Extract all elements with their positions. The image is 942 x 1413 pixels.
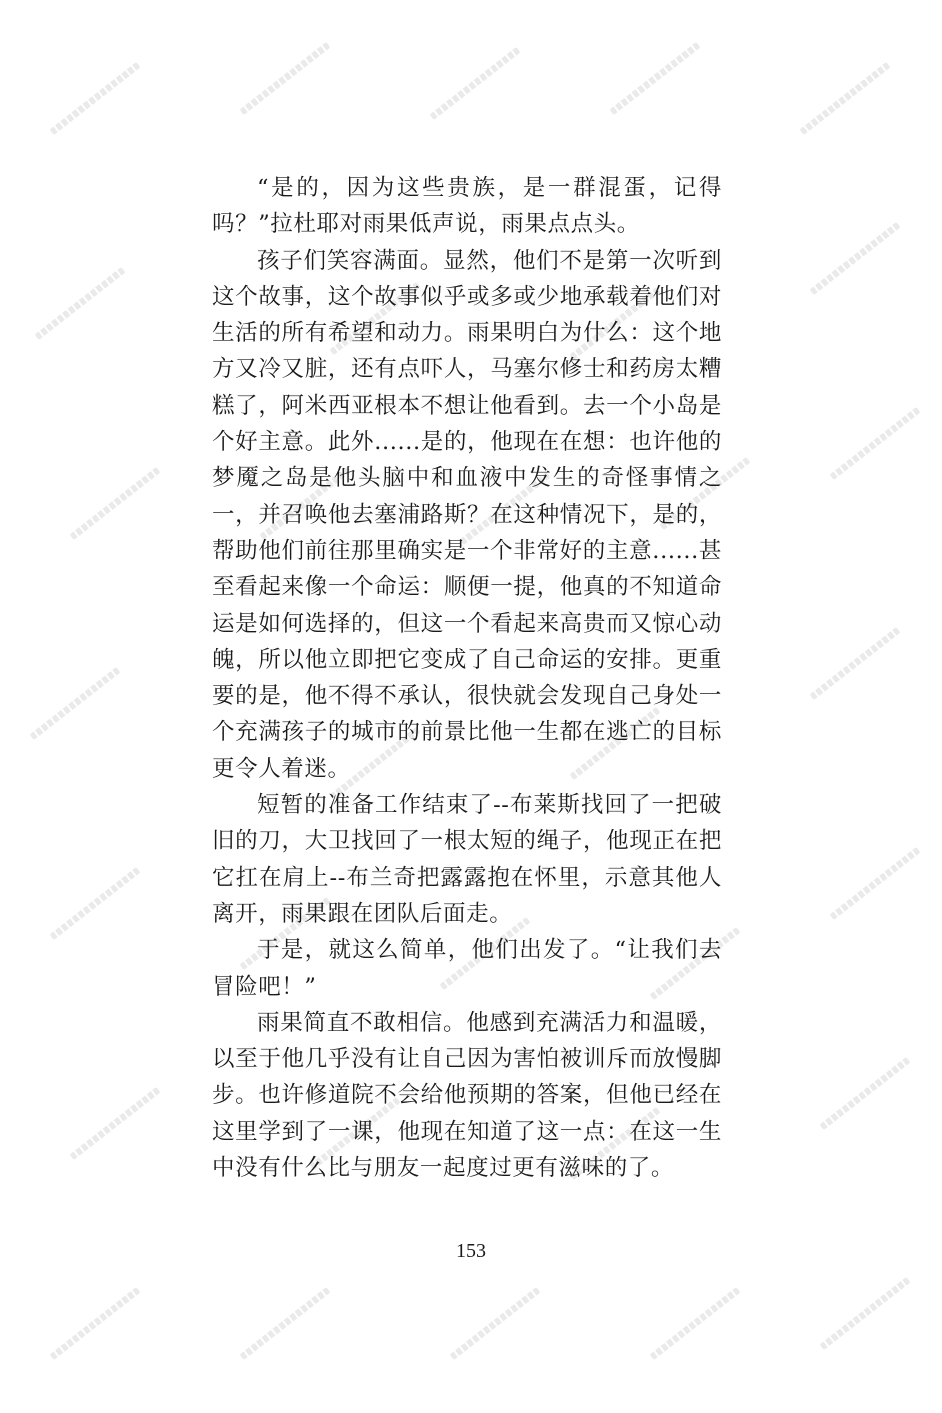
paragraph-1: “是的，因为这些贵族，是一群混蛋，记得吗？”拉杜耶对雨果低声说，雨果点点头。 — [212, 175, 722, 238]
page-number: 153 — [456, 1240, 486, 1262]
paragraph-3: 短暂的准备工作结束了--布莱斯找回了一把破旧的刀，大卫找回了一根太短的绳子，他现正在把它扛在肩上--布兰奇把露露抱在怀里，示意其他人离开，雨果跟在团队后面走。 — [212, 792, 722, 927]
paragraph-2: 孩子们笑容满面。显然，他们不是第一次听到这个故事，这个故事似乎或多或少地承载着他们对生活的所有希望和动力。雨果明白为什么：这个地方又冷又脏，还有点吓人，马塞尔修士和药房太糟糕了，阿米西亚根本不想让他看到。去一个小岛是个好主意。此外......是的，他现在在想：也许他的梦魇之岛是他头脑中和血液中发生的奇怪事情之一，并召唤他去塞浦路斯？在这种情况下，是的，帮助他们前往那里确实是一个非常好的主意......甚至看起来像一个命运：顺便一提，他真的不知道命运是如何选择的，但这一个看起来高贵而又惊心动魄，所以他立即把它变成了自己命运的安排。更重要的是，他不得不承认，很快就会发现自己身处一个充满孩子的城市的前景比他一生都在逃亡的目标更令人着迷。 — [212, 247, 722, 782]
paragraph-4: 于是，就这么简单，他们出发了。“让我们去冒险吧！” — [212, 937, 722, 1000]
paragraph-5: 雨果简直不敢相信。他感到充满活力和温暖，以至于他几乎没有让自己因为害怕被训斥而放慢脚步。也许修道院不会给他预期的答案，但他已经在这里学到了一课，他现在知道了这一点：在这一生中没有什么比与朋友一起度过更有滋味的了。 — [212, 1009, 722, 1182]
body-text — [212, 170, 722, 1186]
